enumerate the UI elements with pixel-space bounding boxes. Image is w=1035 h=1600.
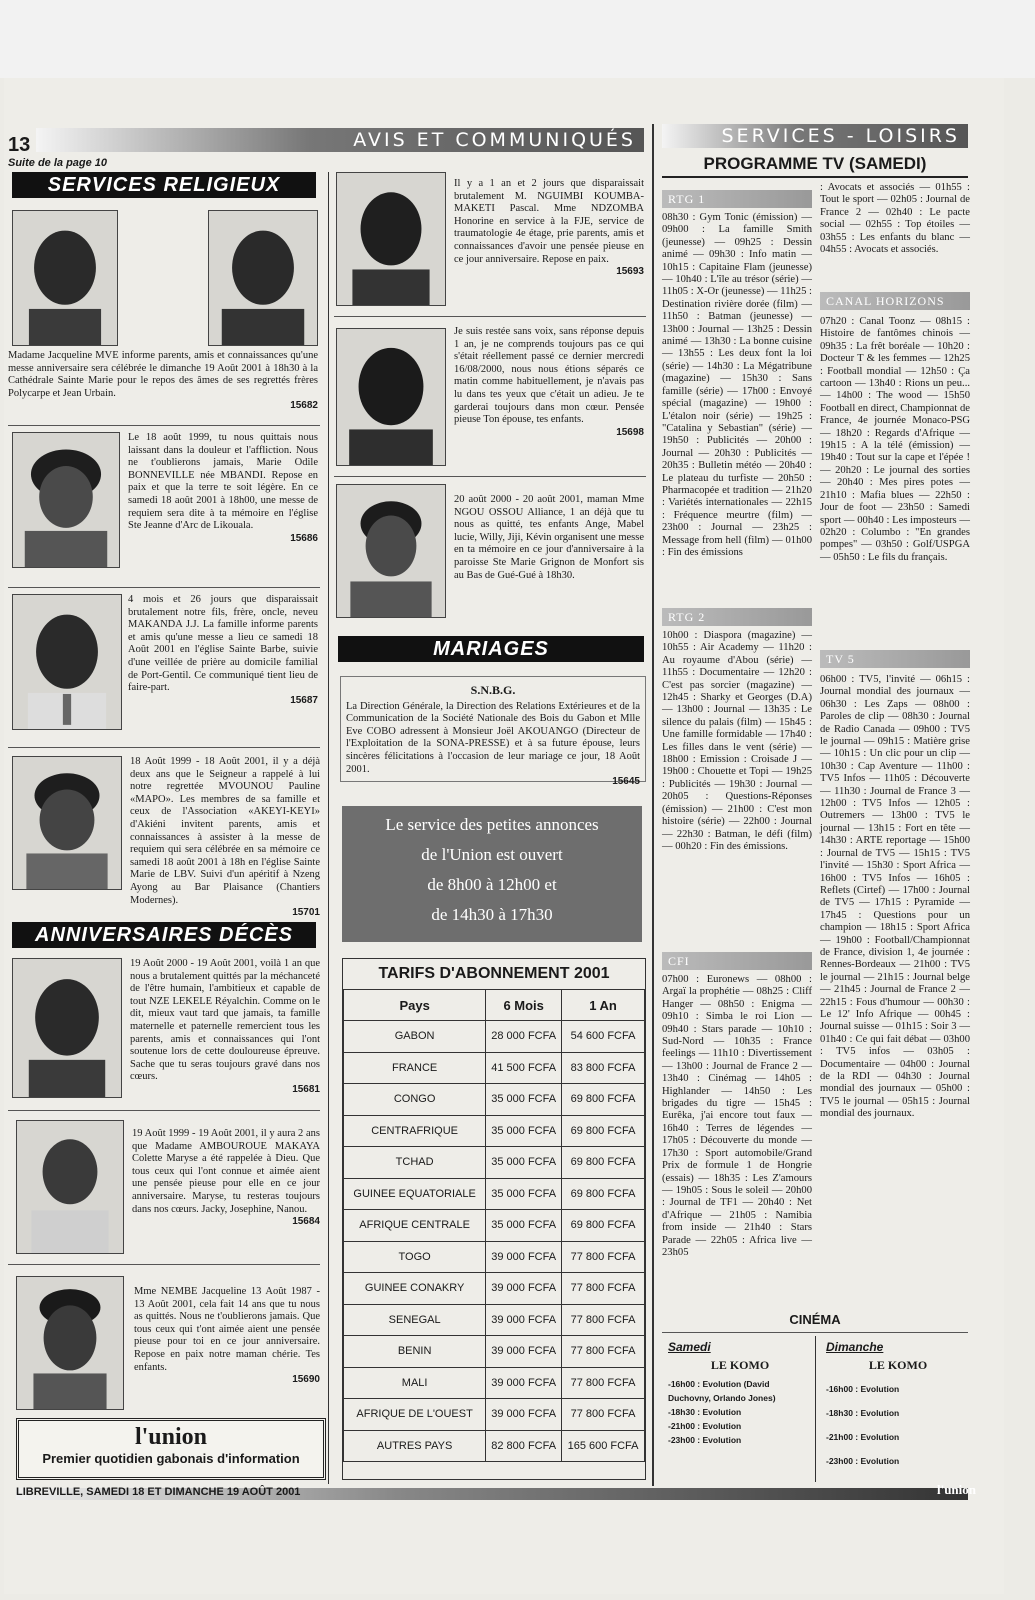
page-number: 13 <box>8 134 31 156</box>
notice-ref: 15682 <box>290 400 318 412</box>
table-cell: AFRIQUE DE L'OUEST <box>344 1399 486 1431</box>
table-cell: TOGO <box>344 1241 486 1273</box>
table-cell: GUINEE CONAKRY <box>344 1273 486 1305</box>
portrait-photo <box>336 172 446 306</box>
table-cell: SENEGAL <box>344 1304 486 1336</box>
notice-ref: 15686 <box>290 532 318 544</box>
cinema-showtime: -23h00 : Evolution <box>826 1456 900 1466</box>
table-row <box>344 1430 645 1462</box>
table-cell: 165 600 FCFA <box>562 1430 645 1462</box>
channel-label-cfi: CFI <box>662 952 812 970</box>
table-cell: MALI <box>344 1367 486 1399</box>
table-row <box>344 1367 645 1399</box>
notice-ref: 15681 <box>292 1083 320 1095</box>
divider <box>8 1264 320 1265</box>
divider <box>662 1332 968 1333</box>
memorial-notice <box>8 756 320 920</box>
cinema-showtime: -16h00 : Evolution <box>826 1384 900 1394</box>
cinema-dimanche <box>826 1340 970 1473</box>
table-cell: 35 000 FCFA <box>486 1147 562 1179</box>
tv-schedule-rtg2: 10h00 : Diaspora (magazine) — 10h55 : Air Academy — 11h20 : Au royaume d'Abou (série) — 11h55 : Documentaire — 12h20 : C'est pas sorcier (magazine) — 12h45 : Sharky et Georges (D.A) — 13h00 : Journal — 13h35 : Le silence du palais (film) — 15h45 : Une famille formidable — 17h40 : Les filles dans le vent (série) — 18h00 : Emission : Croisade J — 19h00 : Chouette et Topi — 19h25 : Publicités — 19h30 : Journal — 20h05 : Questions-Réponses (émission) — 21h00 : C'est mon histoire (série) — 22h00 : Journal — 22h30 : Batman, le défi (film) — 00h20 : Fin des émissions. <box>662 630 812 852</box>
religieux-notice <box>8 350 318 413</box>
anniversary-notice <box>132 1128 320 1229</box>
tarif-column-header: Pays <box>344 990 486 1021</box>
notice-ref: 15693 <box>616 266 644 278</box>
tv-schedule-cfi: 07h00 : Euronews — 08h00 : Argaï la prophétie — 08h25 : Cliff Hanger — 08h50 : Enigma — 09h10 : Simba le roi Lion — 09h40 : Stars parade — 10h10 : Sud-Nord — 10h35 : France feelings — 11h10 : Divertissement — 13h00 : Journal de France 2 — 13h40 : Cinémag — 14h05 : Highlander — 14h50 : Les brigades du tigre — 15h45 : Eurêka, j'ai encore tout faux — 16h40 : Terres de légendes — 17h05 : Découverte du monde — 17h30 : Sport automobile/Grand Prix de formule 1 de Hongrie (essais) — 18h35 : Les Z'amours — 19h05 : Sous le soleil — 20h00 : Journal de TF1 — 20h40 : Net d'Afrique — 21h05 : Namibia from inside — 21h40 : Stars Parade — 22h05 : Africa live — 23h05 <box>662 974 812 1258</box>
table-cell: GABON <box>344 1021 486 1053</box>
notice-text: 4 mois et 26 jours que disparaissait brutalement notre fils, frère, oncle, neveu MAKANDA J.J. La famille informe parents et amis qu'une messe a lieu ce samedi 18 Août 2001 en l'église Sainte Barbe, suivie d'une veillée de prière au domicile familial de Port-Gentil. Ce communiqué tient lieu de faire-part. <box>128 594 318 694</box>
cinema-venue: LE KOMO <box>710 1358 770 1372</box>
notice-text: 19 Août 1999 - 19 Août 2001, il y aura 2 ans que Madame AMBOUROUE MAKAYA Colette Maryse a été rappelée à Dieu. Que tous ceux qui l'ont connue et aimée aient une pensée pieuse pour elle en ce jour anniversaire. Maryse, tu resteras toujours dans nos cœurs. Jacky, Josephine, Nanou. <box>132 1128 320 1215</box>
channel-label-tv5: TV 5 <box>820 650 970 668</box>
portrait-photo <box>12 594 122 730</box>
table-cell: 69 800 FCFA <box>562 1115 645 1147</box>
memorial-notice <box>128 594 318 707</box>
tv-schedule-tv5: 06h00 : TV5, l'invité — 06h15 : Journal mondial des journaux — 06h30 : Les Zaps — 08h00 : Paroles de clip — 08h30 : Journal de Radio Canada — 09h00 : TV5 le journal — 09h15 : Matière grise — 10h15 : Un clic pour un clip — 10h30 : Cap Aventure — 11h00 : TV5 Infos — 11h05 : Découverte — 11h30 : Journal de France 3 — 12h00 : TV5 Infos — 12h05 : Outremers — 13h00 : TV5 le journal — 13h15 : Fort en tête — 14h30 : ARTE reportage — 15h00 : Journal de TV5 — 15h15 : TV5 l'invité — 15h30 : Sport Africa — 16h00 : TV5 Infos — 16h05 : Reflets (Cirtef) — 17h00 : Journal de TV5 — 17h15 : Pyramide — 17h45 : Questions pour un champion — 18h15 : Sport Africa — 19h00 : Football/Championnat de France, division 1, 4e journée : Rennes-Bordeaux — 21h00 : TV5 le journal — 21h15 : Journal belge — 21h45 : Journal de France 2 — 22h15 : Fous d'humour — 00h30 : Le 12' Info Afrique — 00h45 : Journal suisse — 01h15 : Soir 3 — 01h40 : Ce qui fait débat — 03h00 : TV5 infos — 03h05 : Documentaire — 04h00 : Journal de la RDI — 04h30 : Journal mondial des journaux — 05h00 : TV5 le journal — 05h15 : Journal mondial des journaux. <box>820 674 970 1120</box>
annonces-line: Le service des petites annonces <box>385 815 599 834</box>
table-cell: 77 800 FCFA <box>562 1367 645 1399</box>
cinema-showtime: -18h30 : Evolution <box>826 1408 900 1418</box>
tarifs-table <box>343 989 645 1462</box>
mariage-org: S.N.B.G. <box>470 683 516 697</box>
memorial-notice <box>454 494 644 582</box>
table-row <box>344 1273 645 1305</box>
anniversary-notice <box>130 958 320 1097</box>
notice-text: Le 18 août 1999, tu nous quittais nous laissant dans la douleur et l'affliction. Nous ne t'oublierons jamais, Marie Odile BONNEVILLE née MBANDI. Repose en paix et que la terre te soit légère. En ce samedi 18 août 2001 à 18h00, une messe de requiem sera dite à ta mémoire en l'église Ste Jeanne d'Arc de Likouala. <box>128 432 318 532</box>
table-cell: GUINEE EQUATORIALE <box>344 1178 486 1210</box>
tv-programme-title: PROGRAMME TV (SAMEDI) <box>662 154 968 178</box>
table-cell: 77 800 FCFA <box>562 1241 645 1273</box>
notice-text: Madame Jacqueline MVE informe parents, amis et connaissances qu'une messe anniversaire sera célébrée le dimanche 19 Août 2001 à 18h30 à la Cathédrale Sainte Marie pour le repos des âmes de ses regrettés frères Polycarpe et Jean Urbain. <box>8 350 318 399</box>
mariages-banner: MARIAGES <box>338 636 644 662</box>
channel-label-rtg2: RTG 2 <box>662 608 812 626</box>
portrait-photo <box>336 484 446 618</box>
footer-date: LIBREVILLE, SAMEDI 18 ET DIMANCHE 19 AOÛT 2001 <box>16 1486 301 1498</box>
anniversaires-banner: ANNIVERSAIRES DÉCÈS <box>12 922 316 948</box>
table-row <box>344 1304 645 1336</box>
section-header-services-loisirs: SERVICES - LOISIRS <box>662 124 968 148</box>
table-cell: 83 800 FCFA <box>562 1052 645 1084</box>
tarif-column-header: 6 Mois <box>486 990 562 1021</box>
cinema-day: Dimanche <box>826 1340 884 1354</box>
table-cell: 39 000 FCFA <box>486 1399 562 1431</box>
table-cell: 35 000 FCFA <box>486 1115 562 1147</box>
table-cell: 77 800 FCFA <box>562 1399 645 1431</box>
services-religieux-banner: SERVICES RELIGIEUX <box>12 172 316 198</box>
table-cell: 69 800 FCFA <box>562 1084 645 1116</box>
cinema-showtime: -21h00 : Evolution <box>668 1421 742 1431</box>
cinema-showtime: -21h00 : Evolution <box>826 1432 900 1442</box>
tarifs-box <box>342 958 646 1480</box>
table-cell: 39 000 FCFA <box>486 1304 562 1336</box>
cinema-showtime: -23h00 : Evolution <box>668 1435 742 1445</box>
table-cell: TCHAD <box>344 1147 486 1179</box>
table-cell: 39 000 FCFA <box>486 1241 562 1273</box>
channel-label-canal: CANAL HORIZONS <box>820 292 970 310</box>
tv-schedule-rtg1: 08h30 : Gym Tonic (émission) — 09h00 : La famille Smith (jeunesse) — 09h25 : Dessin animé — 09h30 : Info matin — 10h15 : Capitaine Flam (jeunesse) — 10h40 : L'île au trésor (série) — 11h05 : X-Or (jeunesse) — 11h25 : Destination rivière dorée (film) — 11h50 : Batman (jeunesse) — 13h00 : Journal — 13h25 : Dessin animé — 13h30 : La bonne cuisine — 13h55 : Les deux font la loi (série) — 14h30 : La Mégatribune (magazine) — 15h30 : Sans famille (série) — 17h00 : Envoyé spécial (magazine) — 19h00 : L'étalon noir (série) — 19h25 : "Catalina y Sebastian" (série) — 19h50 : Publicités — 20h00 : Journal — 20h30 : Publicités — 20h35 : Bulletin météo — 20h40 : Le plateau du turfiste — 20h50 : Pharmacopée et tradition — 21h20 : Variétés internationales — 22h15 : Fréquence meurtre (film) — 23h00 : Journal — 23h25 : Message from hell (film) — 01h00 : Fin des émissions <box>662 212 812 558</box>
table-cell: 82 800 FCFA <box>486 1430 562 1462</box>
table-cell: 35 000 FCFA <box>486 1178 562 1210</box>
footer-brand: l'union <box>936 1482 976 1497</box>
column-divider <box>328 172 329 1484</box>
divider <box>8 747 320 748</box>
union-promo-box <box>16 1418 326 1480</box>
notice-ref: 15690 <box>292 1374 320 1386</box>
cinema-day: Samedi <box>668 1340 711 1354</box>
memorial-notice <box>128 432 318 545</box>
tv-schedule-canal: 07h20 : Canal Toonz — 08h15 : Histoire de fantômes chinois — 09h35 : La frêt boréale — 10h20 : Docteur T & les femmes — 12h25 : Football mondial — 12h50 : Ça cartoon — 13h40 : Rions un peu... — 14h00 : The wood — 15h50 Football en direct, Championnat de France, 4e journée Monaco-PSG — 18h20 : Regards d'Afrique — 19h15 : A la télé (émission) — 19h40 : Tout sur la cape et l'épée ! — 20h20 : Le journal des sorties — 20h40 : Mes pires potes — 21h10 : Mafia blues — 22h50 : Jour de foot — 23h50 : Samedi sport — 00h40 : Les imposteurs — 02h20 : Columbo : "En grandes pompes" — 03h50 : Golf/USPGA — 05h50 : Le fils du français. <box>820 316 970 563</box>
portrait-photo <box>12 210 118 346</box>
notice-ref: 15687 <box>290 694 318 706</box>
table-cell: 69 800 FCFA <box>562 1210 645 1242</box>
table-cell: AUTRES PAYS <box>344 1430 486 1462</box>
table-cell: 69 800 FCFA <box>562 1147 645 1179</box>
table-row <box>344 1115 645 1147</box>
petites-annonces-box <box>342 806 642 942</box>
table-cell: FRANCE <box>344 1052 486 1084</box>
table-cell: 54 600 FCFA <box>562 1021 645 1053</box>
cinema-divider <box>815 1336 816 1482</box>
portrait-photo <box>208 210 318 346</box>
annonces-line: de l'Union est ouvert <box>421 845 563 864</box>
mariage-notice <box>346 684 640 789</box>
memorial-notice <box>454 326 644 439</box>
table-cell: 39 000 FCFA <box>486 1367 562 1399</box>
portrait-photo <box>16 1120 124 1254</box>
table-cell: 77 800 FCFA <box>562 1273 645 1305</box>
portrait-photo <box>336 328 446 466</box>
channel-label-rtg1: RTG 1 <box>662 190 812 208</box>
table-row <box>344 1052 645 1084</box>
table-row <box>344 1399 645 1431</box>
notice-text: 19 Août 2000 - 19 Août 2001, voilà 1 an que nous a brutalement quittés par la méchanceté de l'être humain, l'ambitieux et capable de tout NZE LEKELE Réyalchin. Comme on le dit, mieux vaut tard que jamais, ta famille maternelle et paternelle remercient tous les parents, amis et connaissances qui l'ont soutenue lors de cette douloureuse épreuve. Sache que tu seras toujours gravé dans nos cœurs. <box>130 958 320 1083</box>
section-header-avis: AVIS ET COMMUNIQUÉS <box>36 128 644 152</box>
divider <box>8 425 320 426</box>
cinema-showtime: -18h30 : Evolution <box>668 1407 742 1417</box>
cinema-samedi <box>668 1340 812 1447</box>
table-cell: 28 000 FCFA <box>486 1021 562 1053</box>
notice-text: Il y a 1 an et 2 jours que disparaissait brutalement M. NGUIMBI KOUMBA-MAKETI Pascal. Mme NDZOMBA Honorine en service à la FJE, service de traumatologie 4e étage, prie parents, amis et connaissances d'avoir une pensée pieuse en ce jour anniversaire. Repose en paix. <box>454 178 644 265</box>
notice-text: Mme NEMBE Jacqueline 13 Août 1987 - 13 Août 2001, cela fait 14 ans que tu nous as quittés. Nous ne t'oublierons jamais. Que tous ceux qui t'ont aimée aient une pensée pieuse pour toi en ce jour anniversaire. Repose en paix notre maman chérie. Tes enfants. <box>134 1286 320 1373</box>
table-row <box>344 1147 645 1179</box>
table-row <box>344 1210 645 1242</box>
portrait-photo <box>12 432 120 568</box>
union-logo: l'union <box>134 1424 208 1450</box>
divider <box>334 316 646 317</box>
table-row <box>344 1241 645 1273</box>
table-cell: 69 800 FCFA <box>562 1178 645 1210</box>
divider <box>8 1110 320 1111</box>
union-tagline: Premier quotidien gabonais d'information <box>42 1451 300 1466</box>
table-cell: 77 800 FCFA <box>562 1336 645 1368</box>
continuation-note: Suite de la page 10 <box>8 157 108 169</box>
notice-text: Je suis restée sans voix, sans réponse depuis 1 an, je ne comprends toujours pas ce qui s'était réellement passé ce dernier mercredi 16/08/2000, nous nous étions séparés ce matin comme habituellement, je n'avais pas lu dans tes yeux que c'était un adieu. Je te garderai toujours dans mon cœur. Pensée pieuse Ton épouse, tes enfants. <box>454 326 644 426</box>
table-cell: 77 800 FCFA <box>562 1304 645 1336</box>
notice-text: La Direction Générale, la Direction des Relations Extérieures et de la Communication de la Société Nationale des Bois du Gabon et Mlle Eve COBO adressent à Monsieur Joël AKOUANGO (Directeur de l'Exploitation de la SONA-PRESSE) et à sa future épouse, leurs sincères félicitations à l'occasion de leur mariage ce jour, 18 Août 2001. <box>346 700 640 775</box>
table-cell: 39 000 FCFA <box>486 1273 562 1305</box>
anniversary-notice <box>134 1286 320 1387</box>
tv-schedule-continued: : Avocats et associés — 01h55 : Tout le sport — 02h05 : Journal de France 2 — 02h40 : Le pacte social — 02h55 : Top étoiles — 03h55 : Les enfants du blanc — 04h55 : Avocats et associés. <box>820 182 970 256</box>
table-row <box>344 1178 645 1210</box>
tarifs-title: TARIFS D'ABONNEMENT 2001 <box>378 965 610 982</box>
scan-background-strip <box>0 0 1035 78</box>
table-cell: 39 000 FCFA <box>486 1336 562 1368</box>
table-cell: 35 000 FCFA <box>486 1084 562 1116</box>
table-cell: CONGO <box>344 1084 486 1116</box>
table-cell: AFRIQUE CENTRALE <box>344 1210 486 1242</box>
table-row <box>344 1021 645 1053</box>
table-row <box>344 1084 645 1116</box>
table-cell: BENIN <box>344 1336 486 1368</box>
notice-ref: 15684 <box>292 1216 320 1228</box>
cinema-showtime: -16h00 : Evolution (David Duchovny, Orlando Jones) <box>668 1379 776 1403</box>
notice-ref: 15645 <box>612 776 640 788</box>
notice-text: 18 Août 1999 - 18 Août 2001, il y a déjà deux ans que le Seigneur a rappelé à lui notre regrettée MVOUNOU Pauline «MAPO». Les membres de sa famille et ceux de l'Association «AKEYI-KEYI» d'Akiéni invitent parents, amis et connaissances à assister à la messe de requiem qui sera célébrée en sa mémoire ce samedi 18 août 2001 à 18h en l'église Sainte Marie de LBV. Suivi d'un apéritif à Nzeng Ayong au Bar Plaisance (Chantiers Modernes). <box>130 756 320 906</box>
cinema-venue: LE KOMO <box>868 1358 928 1372</box>
tarif-column-header: 1 An <box>562 990 645 1021</box>
table-cell: 41 500 FCFA <box>486 1052 562 1084</box>
portrait-photo <box>12 958 122 1098</box>
portrait-photo <box>16 1276 124 1410</box>
annonces-line: de 14h30 à 17h30 <box>431 905 553 924</box>
notice-ref: 15701 <box>292 907 320 919</box>
table-cell: CENTRAFRIQUE <box>344 1115 486 1147</box>
notice-ref: 15698 <box>616 426 644 438</box>
table-cell: 35 000 FCFA <box>486 1210 562 1242</box>
divider <box>334 476 646 477</box>
divider <box>8 587 320 588</box>
table-row <box>344 1336 645 1368</box>
cinema-title: CINÉMA <box>789 1312 841 1327</box>
notice-text: 20 août 2000 - 20 août 2001, maman Mme NGOU OSSOU Alliance, 1 an déjà que tu nous as quitté, tes enfants Ange, Mabel lucie, Willy, Jiji, Kévin organisent une messe en ta mémoire en ce jour d'anniversaire à la paroisse Ste Marie Grignon de Monfort sis au Bas de Gué-Gué à 18h30. <box>454 494 644 581</box>
column-divider <box>652 124 654 1486</box>
annonces-line: de 8h00 à 12h00 et <box>427 875 557 894</box>
memorial-notice <box>454 178 644 279</box>
